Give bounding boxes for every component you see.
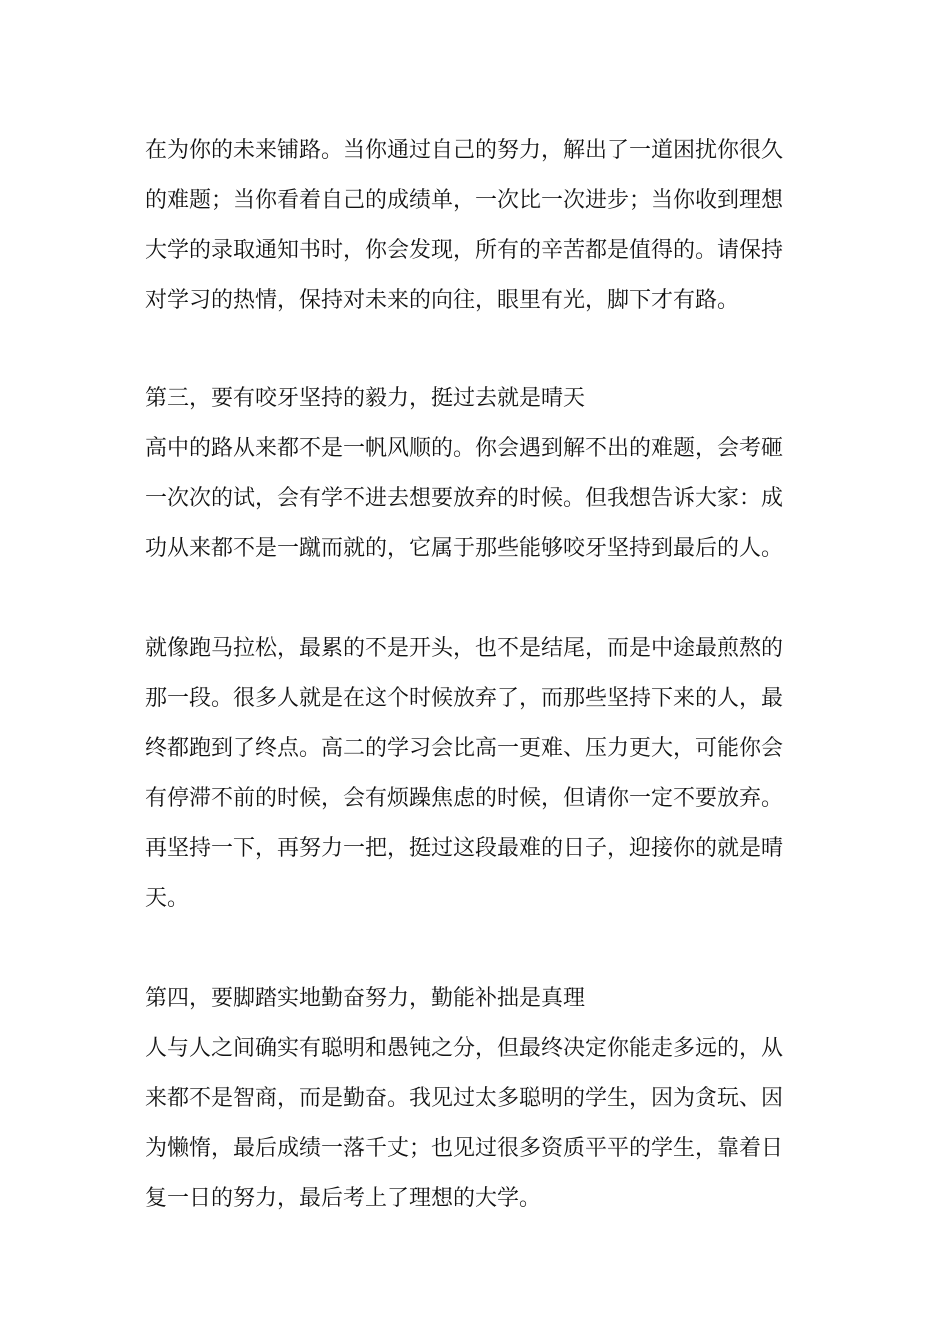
paragraph-line: 人与人之间确实有聪明和愚钝之分，但最终决定你能走多远的，从 xyxy=(145,1036,784,1061)
section-heading-4: 第四，要脚踏实地勤奋努力，勤能补拙是真理 xyxy=(145,986,586,1011)
paragraph-line: 功从来都不是一蹴而就的，它属于那些能够咬牙坚持到最后的人。 xyxy=(145,536,784,561)
paragraph-line: 就像跑马拉松，最累的不是开头，也不是结尾，而是中途最煎熬的 xyxy=(145,636,784,661)
paragraph-line: 复一日的努力，最后考上了理想的大学。 xyxy=(145,1186,542,1211)
paragraph-line: 大学的录取通知书时，你会发现，所有的辛苦都是值得的。请保持 xyxy=(145,238,784,263)
paragraph-line: 来都不是智商，而是勤奋。我见过太多聪明的学生，因为贪玩、因 xyxy=(145,1086,784,1111)
paragraph-line: 那一段。很多人就是在这个时候放弃了，而那些坚持下来的人，最 xyxy=(145,686,784,711)
paragraph-line: 一次次的试，会有学不进去想要放弃的时候。但我想告诉大家：成 xyxy=(145,486,784,511)
paragraph-line: 对学习的热情，保持对未来的向往，眼里有光，脚下才有路。 xyxy=(145,288,740,313)
section-heading-3: 第三，要有咬牙坚持的毅力，挺过去就是晴天 xyxy=(145,386,586,411)
paragraph-line: 有停滞不前的时候，会有烦躁焦虑的时候，但请你一定不要放弃。 xyxy=(145,786,784,811)
paragraph-line: 终都跑到了终点。高二的学习会比高一更难、压力更大，可能你会 xyxy=(145,736,784,761)
paragraph-line: 为懒惰，最后成绩一落千丈；也见过很多资质平平的学生，靠着日 xyxy=(145,1136,784,1161)
paragraph-line: 在为你的未来铺路。当你通过自己的努力，解出了一道困扰你很久 xyxy=(145,138,784,163)
paragraph-line: 高中的路从来都不是一帆风顺的。你会遇到解不出的难题，会考砸 xyxy=(145,436,784,461)
paragraph-line: 的难题；当你看着自己的成绩单，一次比一次进步；当你收到理想 xyxy=(145,188,784,213)
paragraph-line: 再坚持一下，再努力一把，挺过这段最难的日子，迎接你的就是晴 xyxy=(145,836,784,861)
paragraph-line: 天。 xyxy=(145,886,190,911)
